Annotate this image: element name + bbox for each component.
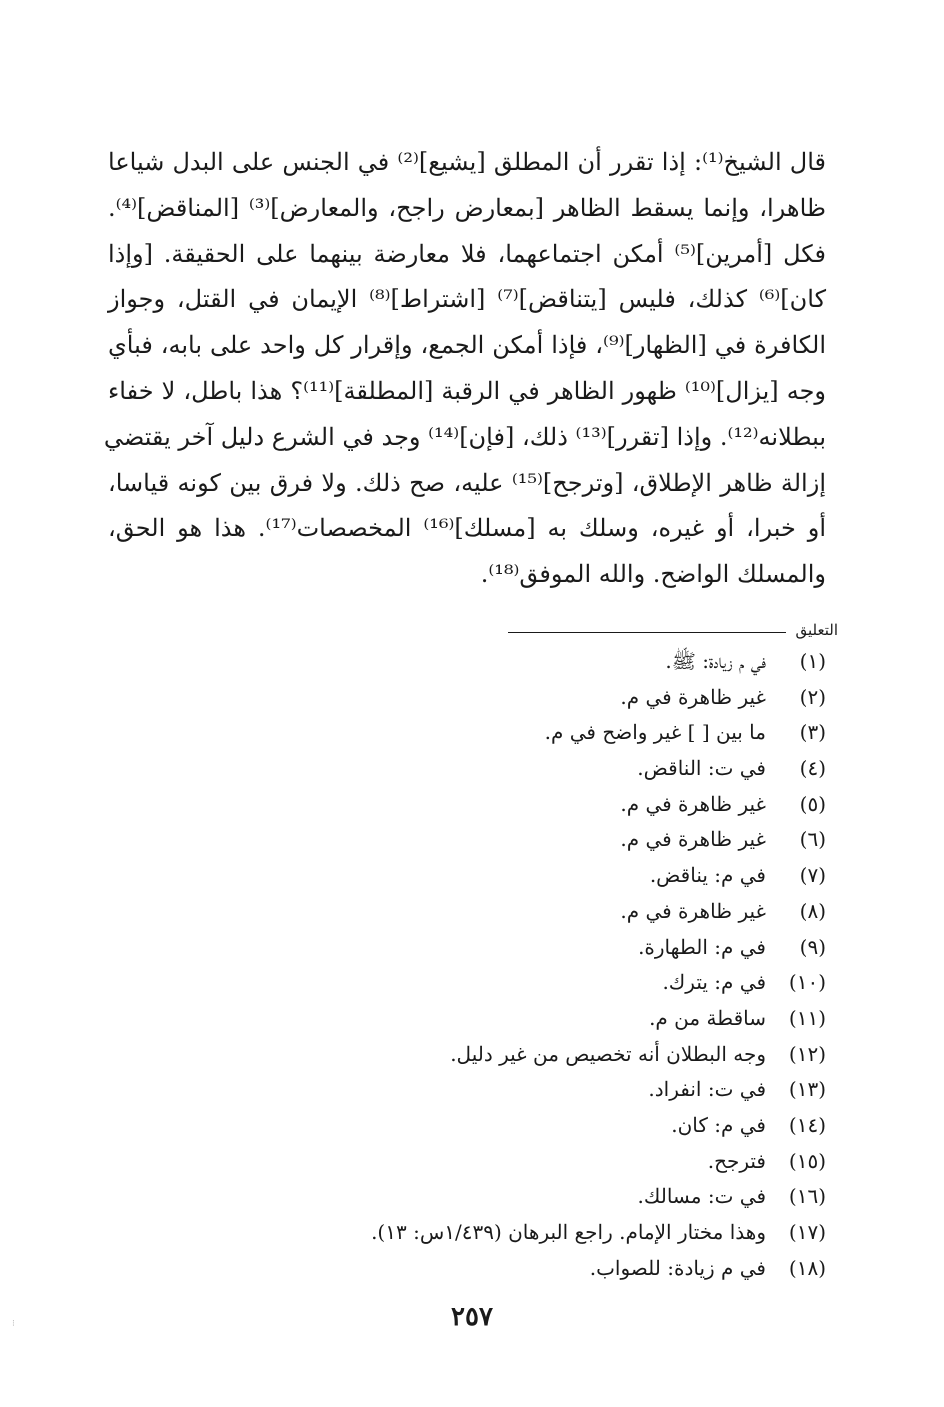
footnote-number: (١٧) [788, 1220, 826, 1244]
footnote-number: (٢) [799, 684, 826, 709]
footnote-text: في ت: انفراد. [648, 1077, 766, 1102]
footnote-item [200, 1108, 826, 1144]
footnote-item [200, 1179, 826, 1215]
footnote-item [200, 680, 826, 716]
main-text-line: ظاهرا، وإنما يسقط الظاهر [بمعارض راجح، والمعارض]⁽³⁾ [المناقض]⁽⁴⁾. [108, 193, 826, 222]
footnote-text: في م: كان. [671, 1112, 766, 1137]
footnote-number: (١) [799, 649, 826, 673]
footnotes-divider [508, 632, 786, 633]
footnote-text: وجه البطلان أنه تخصيص من غير دليل. [450, 1041, 766, 1066]
footnote-text: في م: الطهارة. [638, 934, 766, 959]
footnote-item [200, 1251, 826, 1287]
footnote-number: (٩) [799, 934, 826, 959]
footnote-text: وهذا مختار الإمام. راجع البرهان (١/٤٣٩س: ١٣). [371, 1220, 766, 1244]
footnote-item [200, 644, 826, 680]
main-text-line: ببطلانه⁽¹²⁾. وإذا [تقرر]⁽¹³⁾ ذلك، [فإن]⁽¹⁴⁾ وجد في الشرع دليل آخر يقتضي [103, 422, 826, 451]
footnotes-list [200, 644, 826, 1286]
footnote-text: في م: يناقض. [649, 863, 766, 888]
footnote-number: (١٨) [788, 1255, 826, 1280]
margin-mark: ⁝ [12, 1319, 15, 1329]
footnote-item [200, 1037, 826, 1073]
footnote-number: (١٤) [788, 1112, 826, 1137]
footnote-item [200, 787, 826, 823]
footnote-item [200, 965, 826, 1001]
footnote-text: غير ظاهرة في م. [620, 684, 766, 709]
main-text-line: كان]⁽⁶⁾ كذلك، فليس [يتناقض]⁽⁷⁾ [اشتراط]⁽⁸⁾ الإيمان في القتل، وجواز [108, 285, 826, 314]
footnote-number: (١١) [788, 1005, 826, 1030]
footnote-text: فترجح. [707, 1148, 766, 1173]
footnote-text: غير ظاهرة في م. [620, 827, 766, 852]
footnote-text: في م زيادة: ﷺ. [665, 649, 766, 673]
footnote-number: (١٥) [788, 1148, 826, 1173]
footnote-item [200, 1001, 826, 1037]
footnote-text: ساقطة من م. [649, 1005, 766, 1030]
main-text-line: وجه [يزال]⁽¹⁰⁾ ظهور الظاهر في الرقبة [المطلقة]⁽¹¹⁾؟ هذا باطل، لا خفاء [108, 376, 826, 405]
footnote-text: غير ظاهرة في م. [620, 898, 766, 923]
footnote-number: (٧) [799, 863, 826, 888]
footnotes-title: التعليق [795, 621, 838, 639]
footnote-number: (١٢) [788, 1041, 826, 1066]
footnote-number: (٦) [799, 827, 826, 852]
footnote-number: (٣) [799, 720, 826, 745]
footnote-text: ما بين [ ] غير واضح في م. [544, 720, 766, 745]
footnote-text: في م زيادة: للصواب. [589, 1255, 766, 1280]
footnote-item [200, 751, 826, 787]
page-number: ٢٥٧ [451, 1302, 493, 1332]
footnote-text: في م: يترك. [662, 970, 766, 995]
main-text-line: الكافرة في [الظهار]⁽⁹⁾، فإذا أمكن الجمع، وإقرار كل واحد على بابه، فبأي [108, 331, 827, 360]
footnote-item [200, 822, 826, 858]
footnote-number: (٨) [799, 898, 826, 923]
footnote-text: في ت: مسالك. [637, 1184, 766, 1209]
footnote-item [200, 1144, 826, 1180]
footnote-number: (٥) [799, 791, 826, 816]
main-text-line: أو خبرا، أو غيره، وسلك به [مسلك]⁽¹⁶⁾ المخصصات⁽¹⁷⁾. هذا هو الحق، [108, 514, 827, 543]
main-text-line: إزالة ظاهر الإطلاق، [وترجح]⁽¹⁵⁾ عليه، صح ذلك. ولا فرق بين كونه قياسا، [108, 468, 826, 497]
footnote-item [200, 1215, 826, 1251]
footnote-item [200, 894, 826, 930]
footnote-item [200, 1072, 826, 1108]
main-text-block [103, 140, 827, 598]
footnote-item [200, 715, 826, 751]
footnote-number: (٤) [799, 756, 826, 781]
main-text-line: فكل [أمرين]⁽⁵⁾ أمكن اجتماعهما، فلا معارضة بينهما على الحقيقة. [وإذا [108, 239, 826, 268]
footnotes-header [508, 620, 838, 640]
footnote-text: غير ظاهرة في م. [620, 791, 766, 816]
footnote-item [200, 858, 826, 894]
main-text-line: والمسلك الواضح. والله الموفق⁽¹⁸⁾. [480, 560, 826, 589]
footnote-number: (١٠) [788, 970, 826, 995]
main-text-line: قال الشيخ⁽¹⁾: إذا تقرر أن المطلق [يشيع]⁽²⁾ في الجنس على البدل شياعا [108, 148, 827, 176]
footnote-number: (١٣) [788, 1077, 826, 1102]
footnote-item [200, 930, 826, 966]
footnote-number: (١٦) [788, 1184, 826, 1209]
footnote-text: في ت: الناقض. [637, 756, 766, 781]
